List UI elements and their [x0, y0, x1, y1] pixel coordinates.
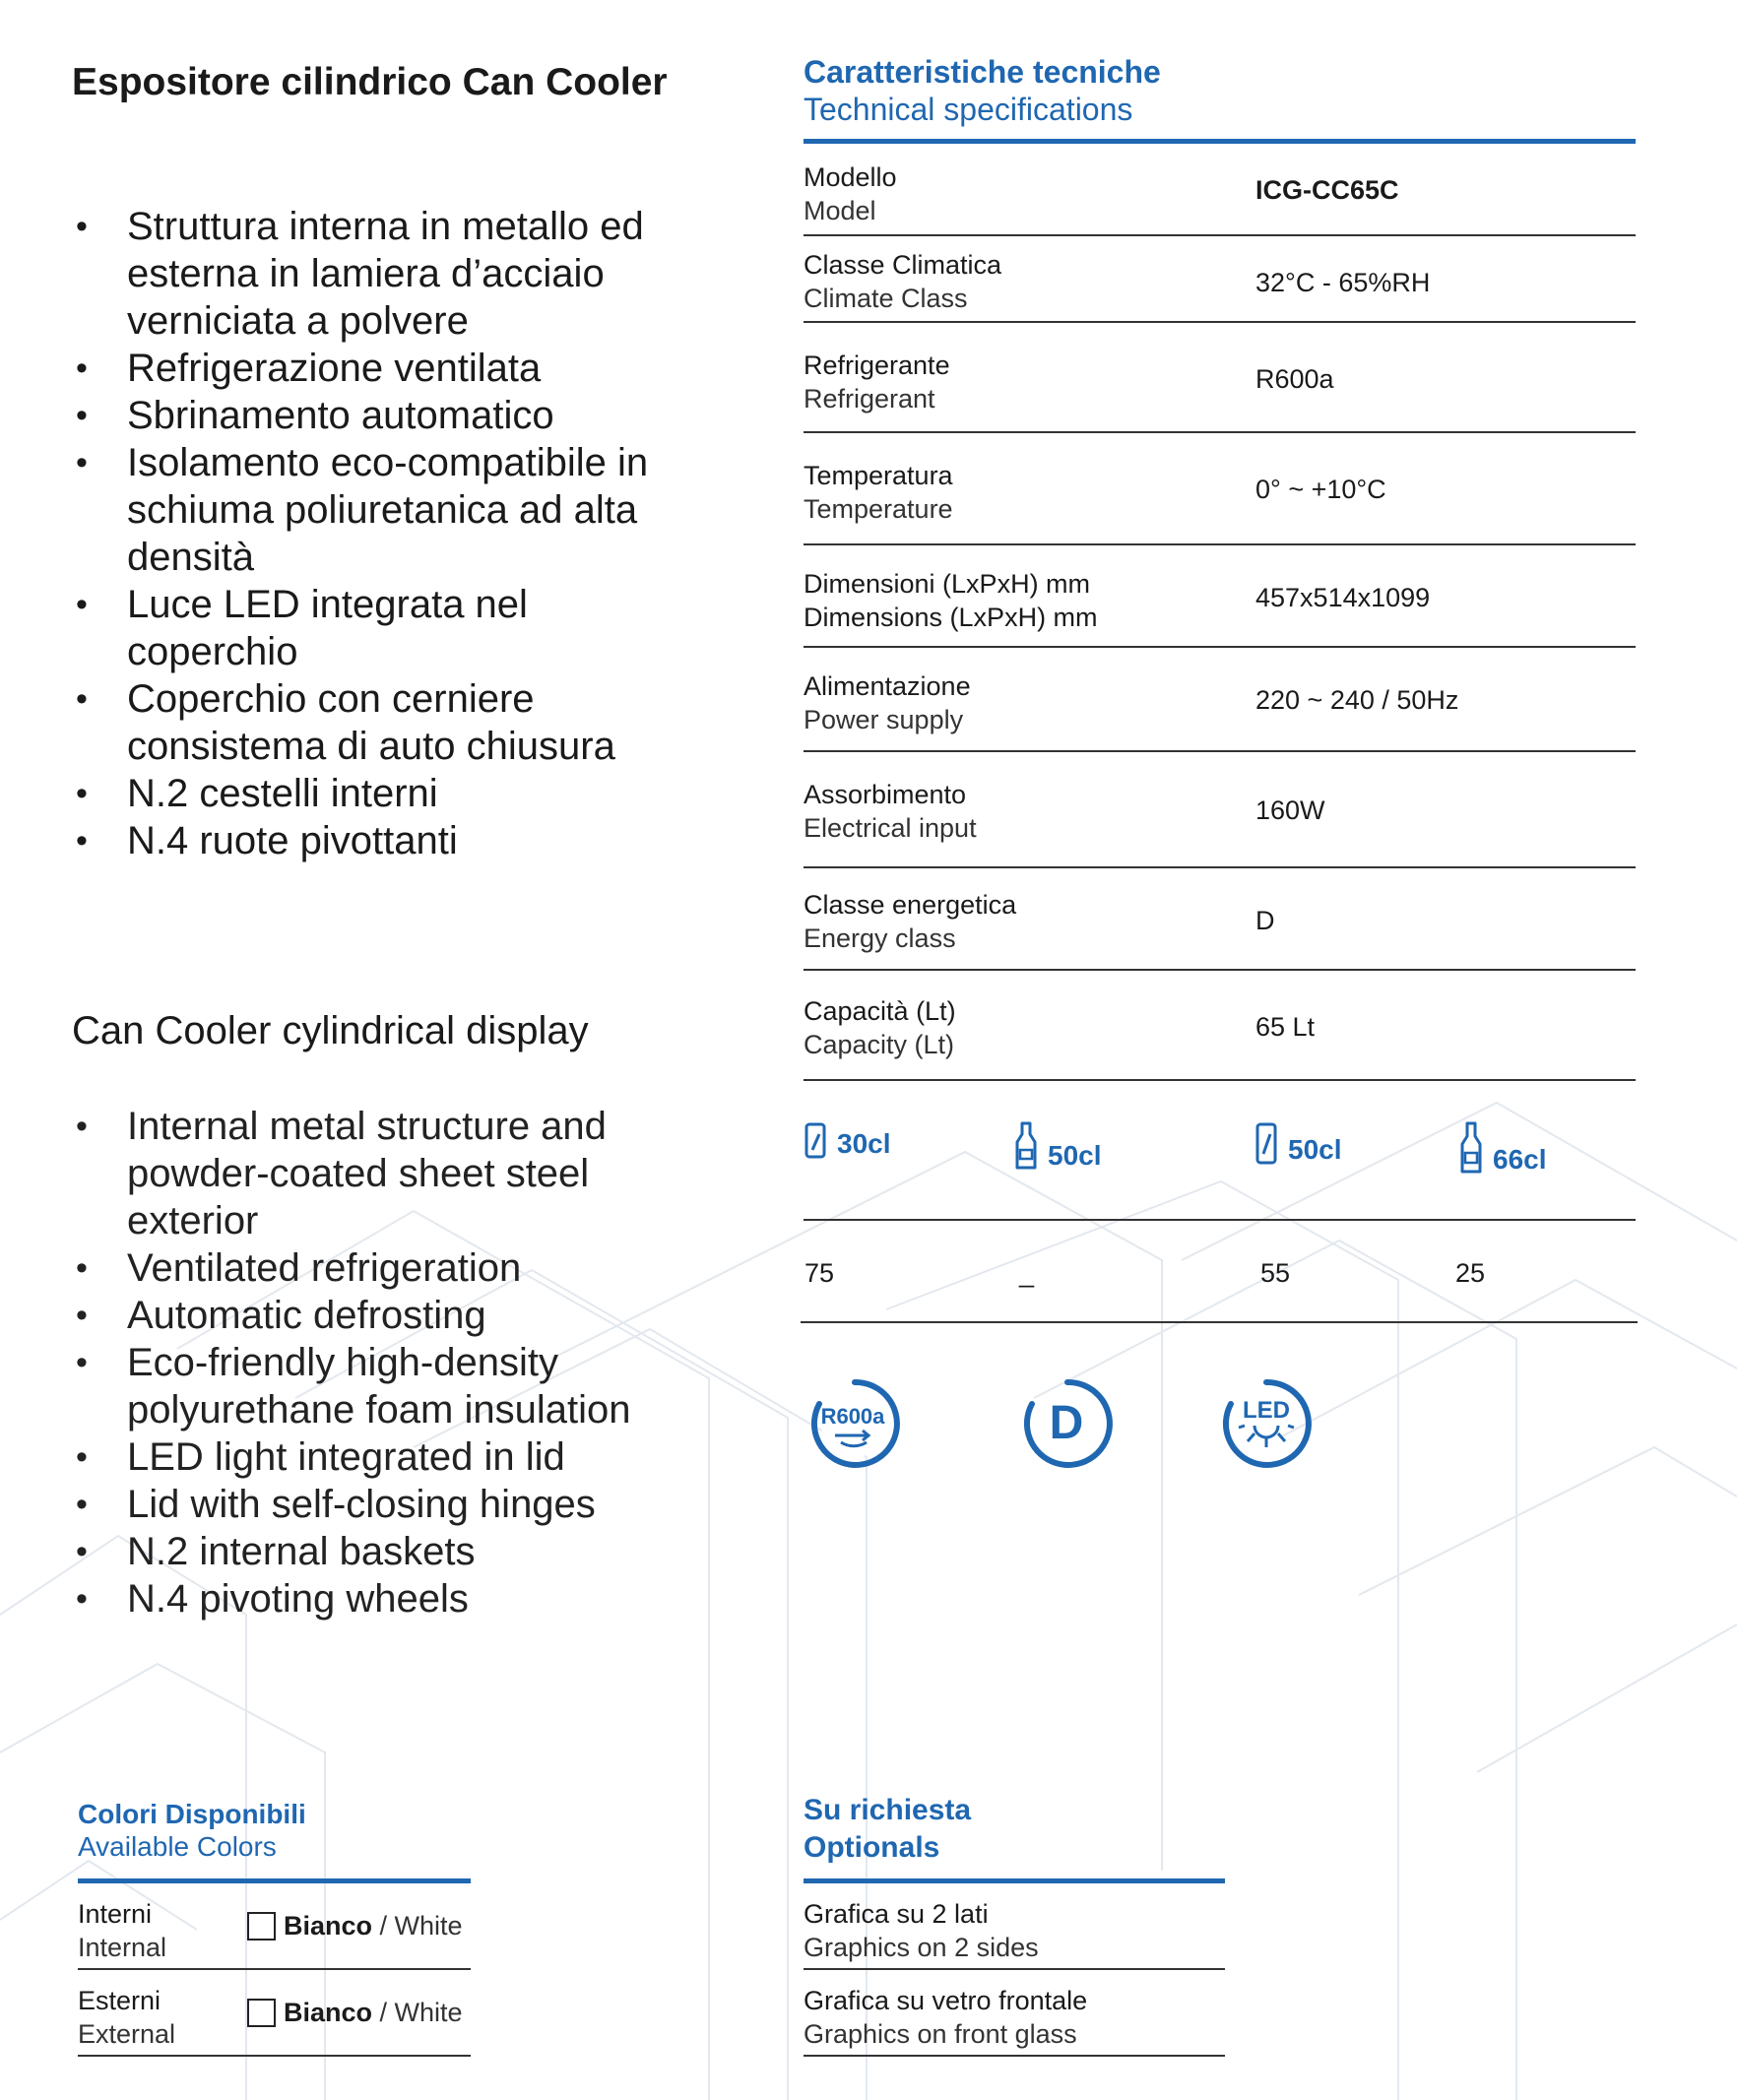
refrigerant-badge-icon — [807, 1376, 902, 1471]
color-option-en: / White — [372, 1998, 463, 2027]
specs-heading — [804, 53, 1161, 128]
feature-item: • N.4 pivoting wheels — [72, 1575, 702, 1623]
capacity-item — [804, 1120, 891, 1160]
colors-heading-en: Available Colors — [78, 1831, 277, 1862]
spec-value: 160W — [1255, 795, 1325, 825]
product-title-en: Can Cooler cylindrical display — [72, 1009, 589, 1052]
spec-value: 32°C - 65%RH — [1255, 268, 1431, 297]
capacity-size: 66cl — [1493, 1144, 1547, 1175]
feature-item: • Coperchio con cerniere consistema di auto chiusura — [72, 675, 702, 770]
capacity-item — [1014, 1120, 1102, 1172]
colors-heading — [78, 1798, 306, 1863]
color-label-en: External — [78, 2019, 176, 2049]
spec-label-it: Refrigerante — [804, 350, 950, 380]
spec-value: R600a — [1255, 364, 1334, 394]
feature-item: • N.2 internal baskets — [72, 1528, 702, 1575]
spec-value: 65 Lt — [1255, 1012, 1316, 1042]
feature-item: • Ventilated refrigeration — [72, 1244, 702, 1292]
color-row-external — [78, 1970, 471, 2057]
spec-label-en: Capacity (Lt) — [804, 1030, 955, 1059]
bottle-icon — [1014, 1120, 1038, 1172]
optional-label-en: Graphics on front glass — [804, 2019, 1077, 2049]
spec-label-it: Assorbimento — [804, 780, 967, 809]
optional-row — [804, 1883, 1225, 1970]
spec-row-climate-class — [804, 236, 1636, 323]
can-icon — [1254, 1120, 1278, 1166]
capacity-count: 25 — [1455, 1258, 1486, 1288]
features-list-en — [72, 1103, 702, 1623]
optionals-heading-it: Su richiesta — [804, 1794, 972, 1826]
features-list-it — [72, 203, 702, 864]
spec-label-it: Classe energetica — [804, 890, 1017, 920]
capacity-item — [1254, 1120, 1342, 1166]
specs-heading-en: Technical specifications — [804, 92, 1133, 127]
colors-heading-it: Colori Disponibili — [78, 1799, 306, 1829]
color-option-it: Bianco — [284, 1998, 373, 2027]
energy-class-badge-icon — [1020, 1376, 1115, 1471]
feature-item: • Struttura interna in metallo ed esterna in lamiera d’acciaio verniciata a polvere — [72, 203, 702, 345]
spec-value: 457x514x1099 — [1255, 583, 1431, 612]
spec-row-temperature — [804, 433, 1636, 545]
specs-heading-it: Caratteristiche tecniche — [804, 54, 1161, 90]
capacity-count: 75 — [804, 1258, 835, 1288]
optional-row — [804, 1970, 1225, 2057]
checkbox[interactable] — [247, 1912, 276, 1941]
color-option-en: / White — [372, 1911, 463, 1941]
feature-item: • Internal metal structure and powder-coated sheet steel exterior — [72, 1103, 702, 1244]
color-option[interactable] — [247, 1998, 463, 2028]
spec-row-energy-class — [804, 868, 1636, 971]
optional-label-it: Grafica su vetro frontale — [804, 1986, 1088, 2015]
optionals-heading — [804, 1792, 971, 1867]
spec-row-model — [804, 144, 1636, 236]
spec-value: ICG-CC65C — [1255, 175, 1399, 205]
color-option[interactable] — [247, 1911, 463, 1941]
spec-row-electrical-input — [804, 752, 1636, 868]
bottle-icon — [1459, 1120, 1483, 1176]
product-title-it: Espositore cilindrico Can Cooler — [72, 61, 668, 103]
spec-label-en: Model — [804, 196, 876, 225]
feature-item: • Isolamento eco-compatibile in schiuma poliuretanica ad alta densità — [72, 439, 702, 581]
color-row-internal — [78, 1883, 471, 1970]
capacity-size: 50cl — [1048, 1140, 1102, 1171]
feature-item: • Refrigerazione ventilata — [72, 345, 702, 392]
feature-item: • Sbrinamento automatico — [72, 392, 702, 439]
feature-item: • N.2 cestelli interni — [72, 770, 702, 817]
feature-item: • LED light integrated in lid — [72, 1433, 702, 1481]
optional-label-it: Grafica su 2 lati — [804, 1899, 989, 1929]
spec-label-en: Temperature — [804, 494, 953, 524]
spec-row-dimensions — [804, 545, 1636, 648]
spec-label-it: Capacità (Lt) — [804, 996, 956, 1026]
color-label-it: Interni — [78, 1899, 153, 1929]
color-option-it: Bianco — [284, 1911, 373, 1941]
can-icon — [804, 1120, 827, 1160]
feature-item: • Automatic defrosting — [72, 1292, 702, 1339]
feature-item: • Lid with self-closing hinges — [72, 1481, 702, 1528]
spec-value: 220 ~ 240 / 50Hz — [1255, 685, 1459, 715]
spec-label-it: Temperatura — [804, 461, 953, 490]
container-count-row — [801, 1221, 1638, 1323]
capacity-count: _ — [1019, 1258, 1035, 1288]
color-label-en: Internal — [78, 1933, 167, 1962]
capacity-size: 50cl — [1288, 1134, 1342, 1165]
spec-label-en: Electrical input — [804, 813, 977, 843]
spec-label-en: Power supply — [804, 705, 964, 734]
spec-label-it: Classe Climatica — [804, 250, 1002, 280]
spec-label-it: Modello — [804, 162, 897, 192]
spec-label-en: Refrigerant — [804, 384, 935, 414]
container-capacity-row — [804, 1113, 1636, 1221]
spec-label-en: Climate Class — [804, 284, 968, 313]
spec-value: D — [1255, 906, 1275, 935]
spec-label-it: Dimensioni (LxPxH) mm — [804, 569, 1091, 599]
feature-item: • Luce LED integrata nel coperchio — [72, 581, 702, 675]
spec-label-en: Dimensions (LxPxH) mm — [804, 603, 1098, 632]
capacity-size: 30cl — [837, 1128, 891, 1159]
spec-label-en: Energy class — [804, 923, 956, 953]
spec-label-it: Alimentazione — [804, 671, 971, 701]
refrigerant-badge-label: R600a — [820, 1404, 885, 1429]
led-badge-label: LED — [1243, 1397, 1290, 1424]
optional-label-en: Graphics on 2 sides — [804, 1933, 1039, 1962]
spec-row-power-supply — [804, 648, 1636, 752]
checkbox[interactable] — [247, 1999, 276, 2027]
led-badge-icon — [1219, 1376, 1314, 1471]
spec-row-refrigerant — [804, 323, 1636, 433]
feature-item: • Eco-friendly high-density polyurethane foam insulation — [72, 1339, 702, 1433]
optionals-heading-en: Optionals — [804, 1831, 940, 1864]
feature-item: • N.4 ruote pivottanti — [72, 817, 702, 864]
color-label-it: Esterni — [78, 1986, 161, 2015]
capacity-item — [1459, 1120, 1547, 1176]
spec-row-capacity — [804, 971, 1636, 1081]
capacity-count: 55 — [1260, 1258, 1291, 1288]
spec-value: 0° ~ +10°C — [1255, 475, 1386, 504]
energy-class-badge-label: D — [1049, 1397, 1084, 1449]
